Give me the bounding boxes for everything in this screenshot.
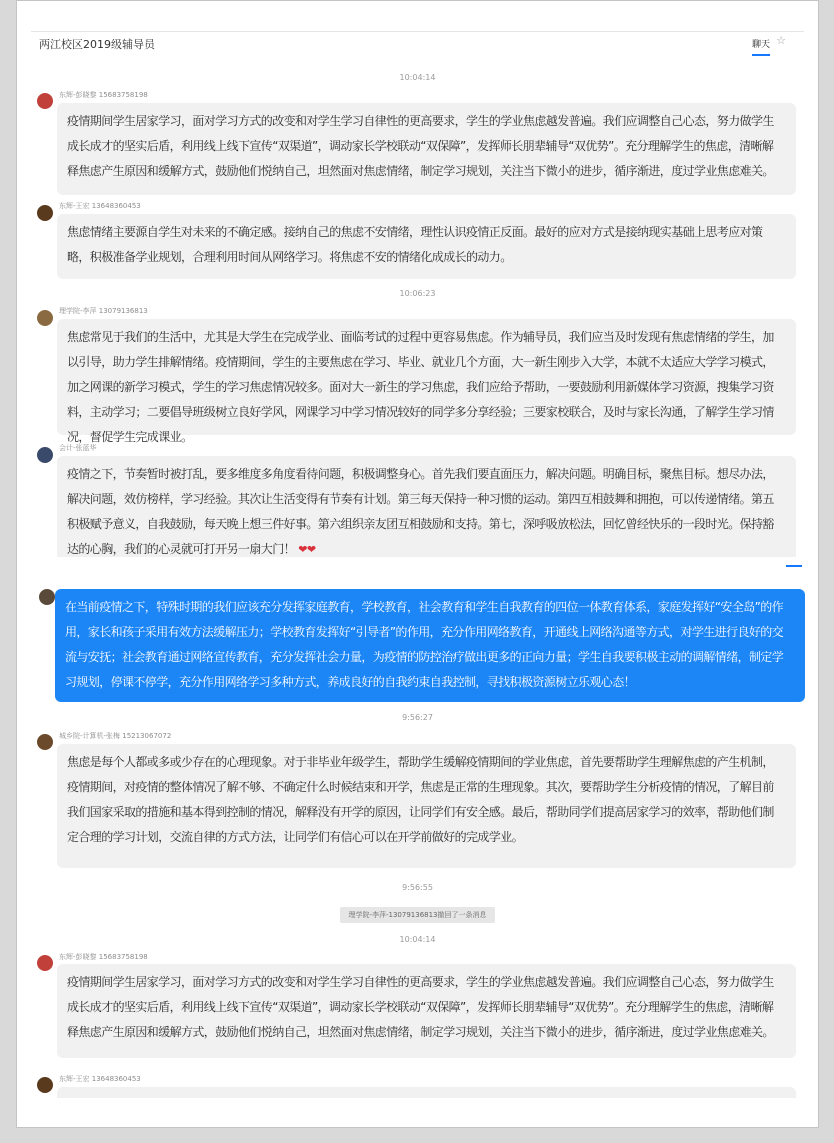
chat-header [31,1,804,51]
avatar [37,310,53,326]
message-bubble: 焦虑常见于我们的生活中，尤其是大学生在完成学业、面临考试的过程中更容易焦虑。作为辅导员，我们应当及时发现有焦虑情绪的学生，加以引导，助力学生排解情绪。疫情期间，学生的主要焦虑在学习、毕业、就业几个方面，大一新生刚步入大学，本就不太适应大学学习模式，加之网课的新学习模式，学生的学习焦虑情况较多。面对大一新生的学习焦虑，我们应给予帮助，一要鼓励利用新媒体学习资源，搜集学习资料，主动学习；二要倡导班级树立良好学风，网课学习中学习情况较好的同学多分享经验；三要家校联合，及时与家长沟通，了解学生学习情况，督促学生完成课业。 [57,319,796,435]
avatar [37,93,53,109]
recall-notice: 理学院-李萍-13079136813撤回了一条消息 [340,907,494,923]
sender-name: 城乡院-计算机-张梅 15213067072 [59,732,172,740]
chat-pane-top [17,1,818,557]
chat-pane-bottom [17,561,818,1098]
message-text: 疫情之下，节奏暂时被打乱，要多维度多角度看待问题，积极调整身心。首先我们要直面压力，解决问题。明确目标，聚焦目标。想尽办法，解决问题，效仿榜样，学习经验。其次让生活变得有节奏有计划。第三每天保持一种习惯的运动。第四互相鼓舞和拥抱，可以传递情绪。第五积极赋予意义，自我鼓励，每天晚上想三件好事。第六组织亲友团互相鼓励和支持。第七，深呼吸放松法，回忆曾经快乐的一段时光。保持豁达的心胸，我们的心灵就可打开另一扇大门！ [67,467,774,556]
sender-name: 东辉-王宏 13648360453 [59,1075,141,1083]
message-bubble: 焦虑情绪主要源自学生对未来的不确定感。接纳自己的焦虑不安情绪，理性认识疫情正反面。最好的应对方式是接纳现实基础上思考应对策略，积极准备学业规划，合理利用时间从网络学习。将焦虑不安的情绪化成成长的动力。 [57,214,796,279]
message-time: 10:04:14 [399,73,436,82]
message-time: 9:56:55 [402,883,433,892]
heart-emoji: ❤❤ [298,543,316,556]
my-message-bubble: 在当前疫情之下，特殊时期的我们应该充分发挥家庭教育，学校教育，社会教育和学生自我教育的四位一体教育体系，家庭发挥好“安全岛”的作用，家长和孩子采用有效方法缓解压力；学校教育发挥好“引导者”的作用，充分作用网络教育，开通线上网络沟通等方式，对学生进行良好的交流与安抚；社会教育通过网络宣传教育，充分发挥社会力量，为疫情的防控治疗做出更多的正向力量；学生自我要积极主动的调解情绪，制定学习规划，停课不停学，充分作用网络学习多种方式，养成良好的自我约束自我控制，寻找积极资源树立乐观心态！ [55,589,805,702]
cropped-header [17,561,818,573]
sender-name: 东辉-王宏 13648360453 [59,202,141,210]
screenshot-frame [16,0,819,1128]
star-icon[interactable]: ☆ [776,34,786,47]
sender-name: 东辉-彭晓黎 15683758198 [59,91,148,99]
avatar [37,1077,53,1093]
tab-chat[interactable]: 聊天 [752,37,770,56]
sender-name: 会计-张蓝华 [59,444,97,452]
message-time: 10:06:23 [399,289,436,298]
message-bubble: 疫情期间学生居家学习，面对学习方式的改变和对学生学习自律性的更高要求，学生的学业焦虑越发普遍。我们应调整自己心态，努力做学生成长成才的坚实后盾，利用线上线下宣传“双渠道”，调动家长学校联动“双保障”，发挥师长朋辈辅导“双优势”。充分理解学生的焦虑，清晰解释焦虑产生原因和缓解方式，鼓励他们悦纳自己，坦然面对焦虑情绪，制定学习规划，关注当下微小的进步，循序渐进，度过学业焦虑难关。 [57,964,796,1058]
avatar [39,589,55,605]
avatar [37,734,53,750]
avatar [37,447,53,463]
message-bubble: 疫情期间学生居家学习，面对学习方式的改变和对学生学习自律性的更高要求，学生的学业焦虑越发普遍。我们应调整自己心态，努力做学生成长成才的坚实后盾，利用线上线下宣传“双渠道”，调动家长学校联动“双保障”，发挥师长朋辈辅导“双优势”。充分理解学生的焦虑，清晰解释焦虑产生原因和缓解方式，鼓励他们悦纳自己，坦然面对焦虑情绪，制定学习规划，关注当下微小的进步，循序渐进，度过学业焦虑难关。 [57,103,796,195]
message-time: 10:04:14 [399,935,436,944]
message-bubble: 焦虑是每个人都或多或少存在的心理现象。对于非毕业年级学生，帮助学生缓解疫情期间的学业焦虑，首先要帮助学生理解焦虑的产生机制，疫情期间，对疫情的整体情况了解不够、不确定什么时候结束和开学，焦虑是正常的生理现象。其次，要帮助学生分析疫情的情况，了解目前我们国家采取的措施和基本得到控制的情况，解释没有开学的原因，让同学们有安全感。最后，帮助同学们提高居家学习的效率，帮助他们制定合理的学习计划，交流自律的方式方法，让同学们有信心可以在开学前做好的完成学业。 [57,744,796,868]
message-bubble [57,456,796,557]
tab-indicator [786,565,802,567]
sender-name: 东辉-彭晓黎 15683758198 [59,953,148,961]
group-title: 两江校区2019级辅导员 [39,38,155,51]
sender-name: 理学院-李萍 13079136813 [59,307,148,315]
avatar [37,955,53,971]
message-time: 9:56:27 [402,713,433,722]
message-bubble [57,1087,796,1098]
avatar [37,205,53,221]
